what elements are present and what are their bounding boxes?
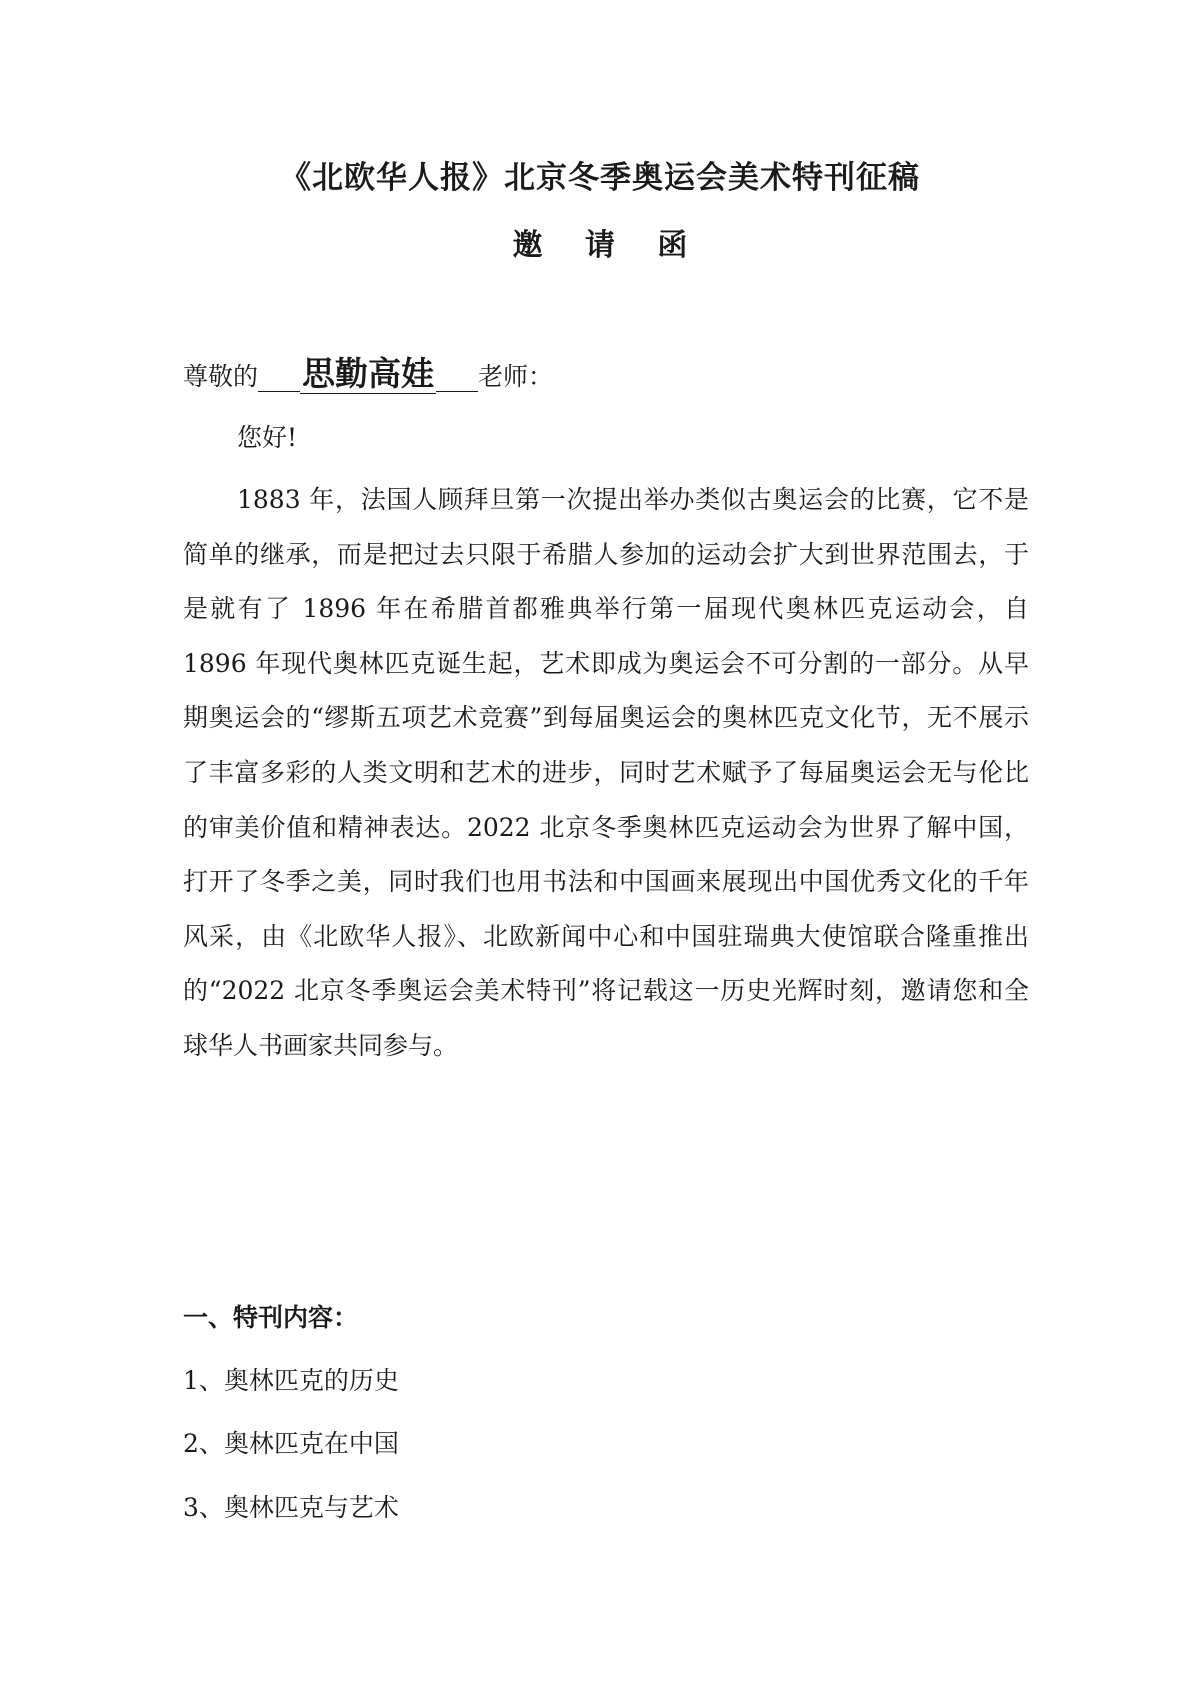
section-heading: 一、特刊内容： (183, 1303, 359, 1332)
list-item: 3、奥林匹克与艺术 (183, 1493, 399, 1522)
document-title: 《北欧华人报》北京冬季奥运会美术特刊征稿 (280, 160, 920, 196)
list-item: 1、奥林匹克的历史 (183, 1366, 399, 1395)
salutation-line (183, 348, 553, 395)
blank-underline-right (436, 362, 478, 392)
recipient-name: 思勤高娃 (302, 354, 435, 393)
salutation-prefix: 尊敬的 (183, 362, 259, 391)
greeting: 您好! (237, 423, 298, 452)
blank-underline-left (258, 362, 300, 392)
document-subtitle: 邀 请 函 (512, 228, 704, 263)
list-item: 2、奥林匹克在中国 (183, 1429, 399, 1458)
salutation-suffix: 老师： (478, 362, 554, 391)
body-paragraph: 1883 年，法国人顾拜旦第一次提出举办类似古奥运会的比赛，它不是简单的继承，而是把过去只限于希腊人参加的运动会扩大到世界范围去，于是就有了 1896 年在希腊首都雅典举行第一届现代奥林匹克运动会，自 1896 年现代奥林匹克诞生起，艺术即成为奥运会不可分割的一部分。从早期奥运会的“缪斯五项艺术竞赛”到每届奥运会的奥林匹克文化节，无不展示了丰富多彩的人类文明和艺术的进步，同时艺术赋予了每届奥运会无与伦比的审美价值和精神表达。2022 北京冬季奥林匹克运动会为世界了解中国，打开了冬季之美，同时我们也用书法和中国画来展现出中国优秀文化的千年风采，由《北欧华人报》、北欧新闻中心和中国驻瑞典大使馆联合隆重推出的“2022 北京冬季奥运会美术特刊”将记载这一历史光辉时刻，邀请您和全球华人书画家共同参与。 (183, 485, 1029, 1060)
